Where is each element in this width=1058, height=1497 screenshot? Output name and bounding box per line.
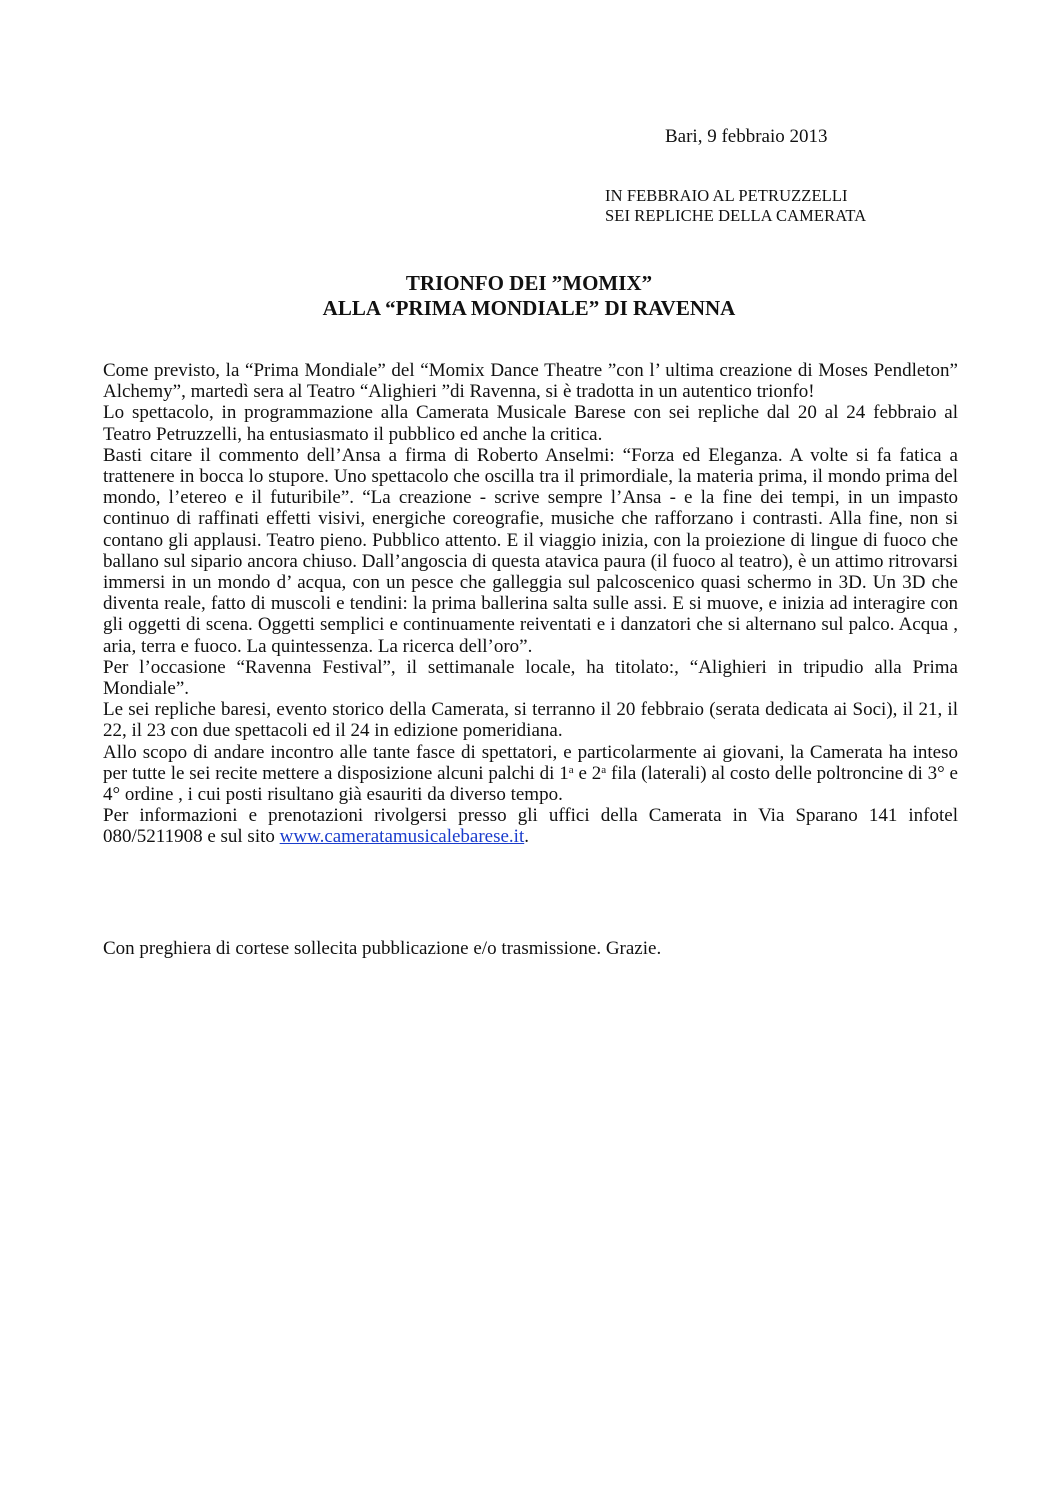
headline (0, 271, 1058, 321)
headline-line-1: TRIONFO DEI ”MOMIX” (405, 271, 653, 295)
contacts-end: . (524, 826, 529, 848)
website-link[interactable]: www.cameratamusicalebarese.it (279, 826, 525, 848)
kicker-line-1: IN FEBBRAIO AL PETRUZZELLI (605, 186, 848, 205)
offer-sup-1: a (568, 763, 574, 776)
paragraph-offer (103, 742, 958, 806)
paragraph-ansa-review: Basti citare il commento dell’Ansa a firma di Roberto Anselmi: “Forza ed Eleganza. A volte si fa fatica a trattenere in bocca lo stupore. Uno spettacolo che oscilla tra il primordiale, la materia prima, il mondo prima del mondo, l’etereo e il futuribile”. “La creazione - scrive sempre l’Ansa - e la fine dei tempi, in un impasto continuo di raffinati effetti visivi, energiche coreografie, musiche che rafforzano i contrasti. Alla fine, non si contano gli applausi. Teatro pieno. Pubblico attento. E il viaggio inizia, con la proiezione di lingue di fuoco che ballano sul sipario ancora chiuso. Dall’angoscia di questa atavica paura (il fuoco al teatro), è un attimo ritrovarsi immersi in un mondo d’ acqua, con un pesce che galleggia sul palcoscenico quasi schermo in 3D. Un 3D che diventa reale, fatto di muscoli e tendini: la prima ballerina salta sulle assi. E si muove, e inizia ad interagire con gli oggetti di scena. Oggetti semplici e continuamente reiventati e i danzatori che si alternano sul palco. Acqua , aria, terra e fuoco. La quintessenza. La ricerca dell’oro”. (103, 444, 958, 657)
kicker (605, 186, 866, 226)
offer-text-b: e 2 (573, 762, 602, 784)
offer-text-a: Allo scopo di andare incontro alle tante fasce di spettatori, e particolarmente ai giovani, la Camerata ha inteso per tutte le sei recite mettere a disposizione alcuni palchi di 1 (103, 741, 958, 784)
paragraph-dates: Le sei repliche baresi, evento storico della Camerata, si terranno il 20 febbraio (serata dedicata ai Soci), il 21, il 22, il 23 con due spettacoli ed il 24 in edizione pomeridiana. (103, 699, 958, 742)
kicker-line-2: SEI REPLICHE DELLA CAMERATA (605, 206, 867, 225)
article-body (103, 360, 958, 848)
paragraph-intro: Come previsto, la “Prima Mondiale” del “Momix Dance Theatre ”con l’ ultima creazione di Moses Pendleton” Alchemy”, martedì sera al Teatro “Alighieri ”di Ravenna, si è tradotta in un autentico trionfo! (103, 360, 958, 403)
closing-line: Con preghiera di cortese sollecita pubblicazione e/o trasmissione. Grazie. (103, 938, 662, 959)
headline-line-2: ALLA “PRIMA MONDIALE” DI RAVENNA (322, 296, 736, 320)
paragraph-program: Lo spettacolo, in programmazione alla Camerata Musicale Barese con sei repliche dal 20 al 24 febbraio al Teatro Petruzzelli, ha entusiasmato il pubblico ed anche la critica. (103, 402, 958, 445)
offer-sup-2: a (601, 763, 607, 776)
contacts-text: Per informazioni e prenotazioni rivolgersi presso gli uffici della Camerata in Via Sparano 141 infotel 080/5211908 e sul sito (103, 805, 958, 848)
offer-text-c: fila (laterali) al costo delle poltroncine di 3° e 4° ordine , i cui posti risultano già esauriti da diverso tempo. (103, 762, 958, 806)
date-line: Bari, 9 febbraio 2013 (665, 126, 828, 147)
paragraph-ravenna-festival: Per l’occasione “Ravenna Festival”, il settimanale locale, ha titolato:, “Alighieri in tripudio alla Prima Mondiale”. (103, 656, 958, 700)
paragraph-contacts (103, 805, 958, 847)
